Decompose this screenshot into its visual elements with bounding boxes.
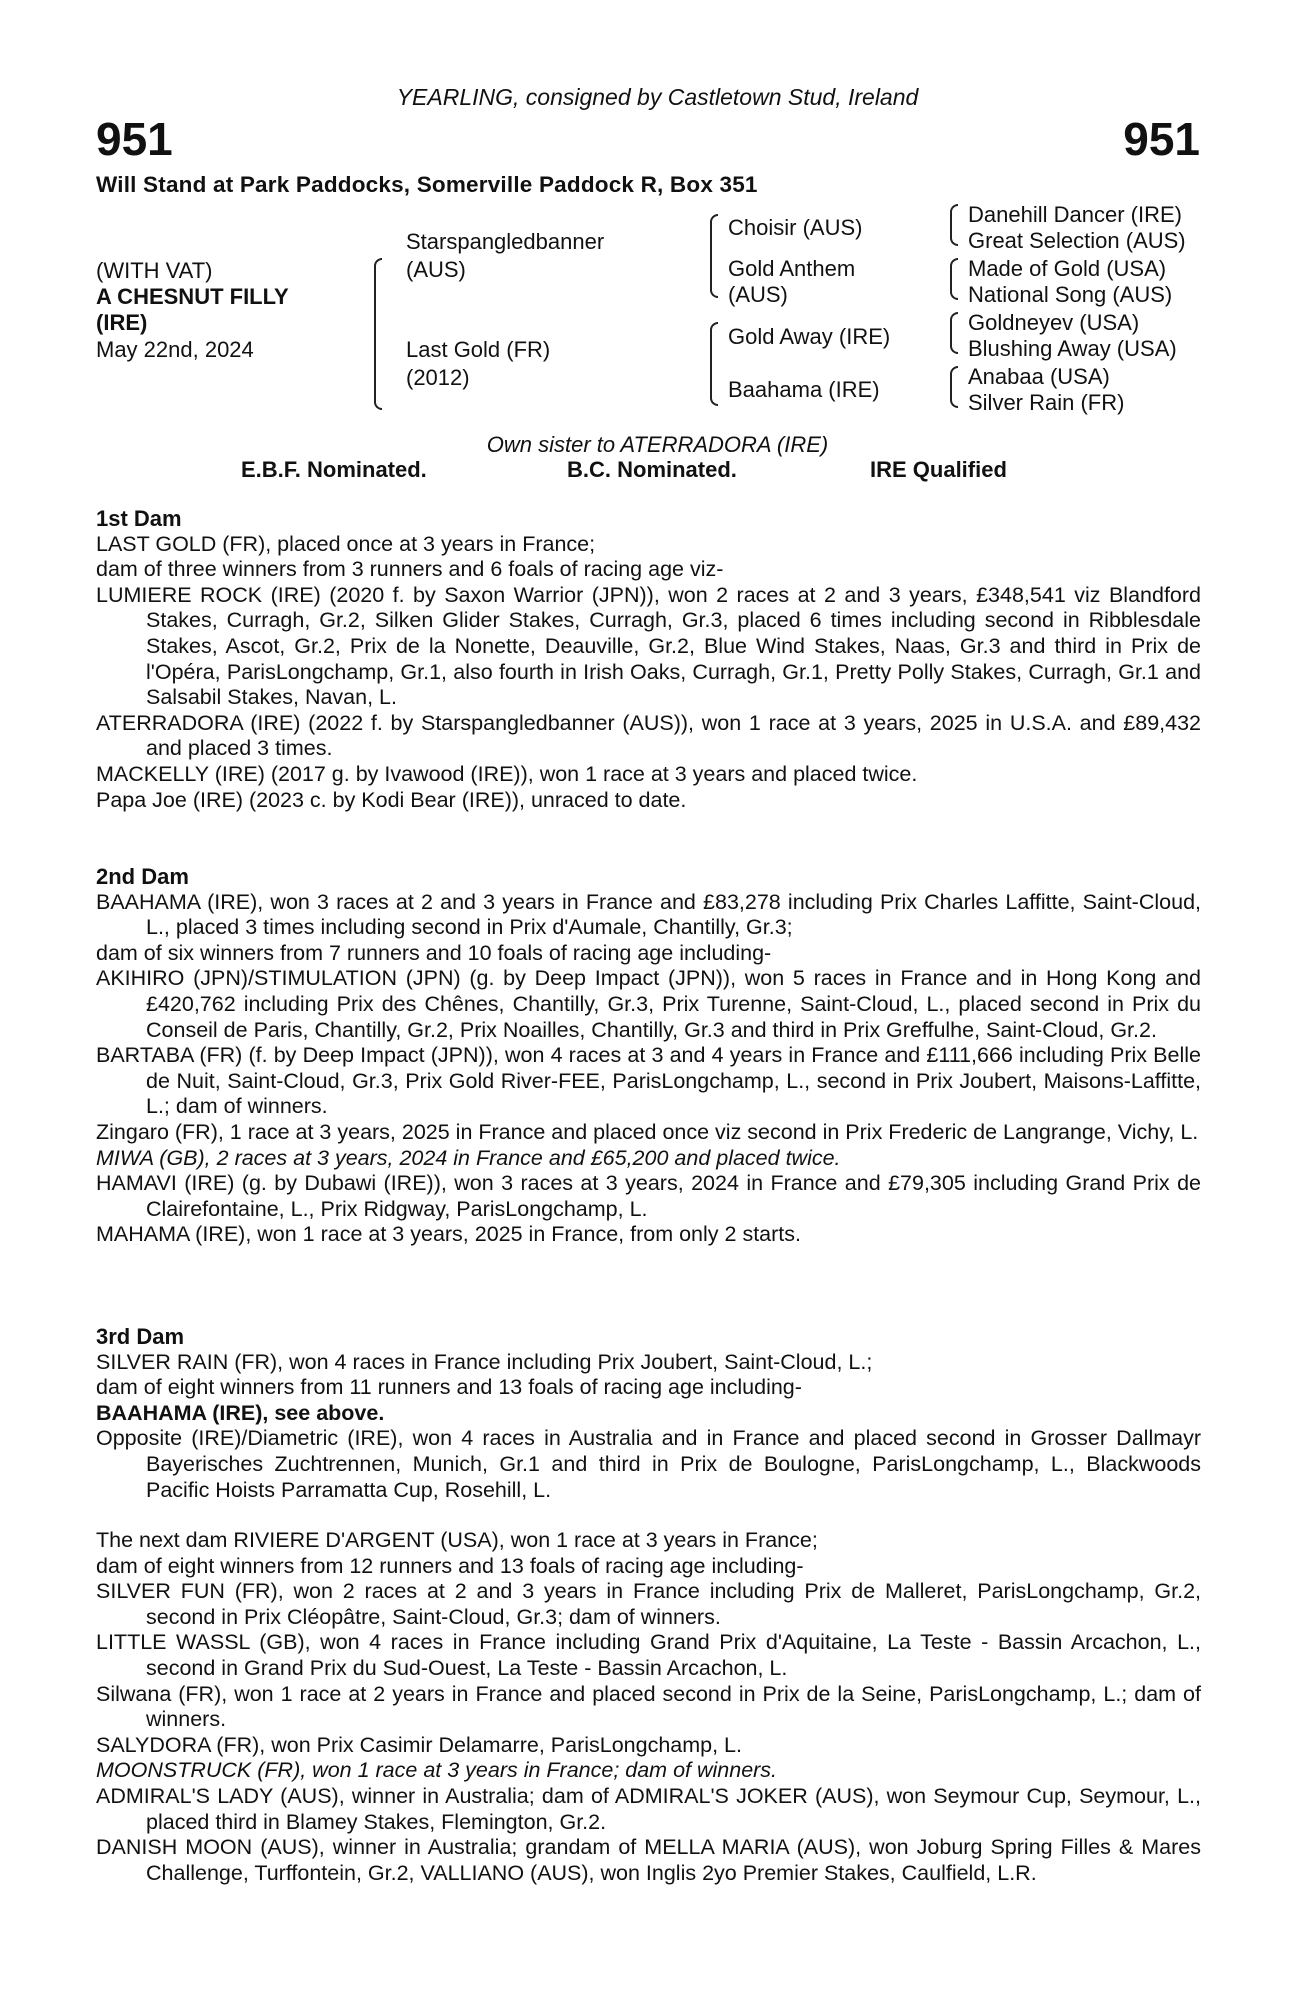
dss: Goldneyev (USA) xyxy=(968,310,1140,335)
next-dam-intro: The next dam RIVIERE D'ARGENT (USA), won 1 race at 3 years in France; xyxy=(96,1528,818,1552)
sire-dam: Gold Anthem xyxy=(728,256,856,281)
horse-name: A CHESNUT FILLY xyxy=(96,284,289,309)
second-dam-heading: 2nd Dam xyxy=(96,864,189,889)
progeny-admirals-lady: ADMIRAL'S LADY (AUS), winner in Australia; dam of ADMIRAL'S JOKER (AUS), won Seymour Cup, Seymour, L., placed third in Blamey Stakes, Flemington, Gr.2. xyxy=(96,1783,1201,1834)
next-dam-section xyxy=(96,1528,1201,1886)
pedigree-brace-sd xyxy=(950,258,958,300)
progeny-hamavi: HAMAVI (IRE) (g. by Dubawi (IRE)), won 3 races at 3 years, 2024 in France and £79,305 including Grand Prix de Clairefontaine, L., Prix Ridgway, ParisLongchamp, L. xyxy=(96,1171,1201,1221)
sister-note: Own sister to ATERRADORA (IRE) xyxy=(486,432,829,457)
progeny-zingaro: Zingaro (FR), 1 race at 3 years, 2025 in France and placed once viz second in Prix Frederic de Langrange, Vichy, L. xyxy=(96,1119,1199,1144)
pedigree-brace-dam xyxy=(710,322,718,406)
first-dam-intro: LAST GOLD (FR), placed once at 3 years in France; xyxy=(96,531,596,556)
next-dam-produce: dam of eight winners from 12 runners and 13 foals of racing age including- xyxy=(96,1553,804,1578)
progeny-baahama: BAAHAMA (IRE), see above. xyxy=(96,1400,385,1425)
sire-dam-origin: (AUS) xyxy=(728,282,788,307)
sss: Danehill Dancer (IRE) xyxy=(968,202,1182,227)
progeny-mahama: MAHAMA (IRE), won 1 race at 3 years, 2025 in France, from only 2 starts. xyxy=(96,1222,801,1247)
pedigree-brace-sire xyxy=(710,214,718,298)
dam-dam: Baahama (IRE) xyxy=(728,377,880,402)
first-dam-heading: 1st Dam xyxy=(96,506,182,531)
lot-number-left: 951 xyxy=(96,113,173,165)
sire-sire: Choisir (AUS) xyxy=(728,215,863,240)
progeny-akihiro: AKIHIRO (JPN)/STIMULATION (JPN) (g. by Deep Impact (JPN)), won 5 races in France and in Hong Kong and £420,762 including Prix des Chênes, Chantilly, Gr.3, Prix Turenne, Saint-Cloud, L., placed second in Prix du Conseil de Paris, Chantilly, Gr.2, Prix Noailles, Chantilly, Gr.3 and third in Prix Greffulhe, Saint-Cloud, Gr.2. xyxy=(96,966,1201,1042)
progeny-salydora: SALYDORA (FR), won Prix Casimir Delamarre, ParisLongchamp, L. xyxy=(96,1732,742,1757)
first-dam-section xyxy=(96,506,1201,813)
first-dam-produce: dam of three winners from 3 runners and 6 foals of racing age viz- xyxy=(96,557,724,582)
sale-subtitle: YEARLING, consigned by Castletown Stud, Ireland xyxy=(396,84,919,110)
progeny-moonstruck: MOONSTRUCK (FR), won 1 race at 3 years in France; dam of winners. xyxy=(96,1758,778,1783)
ssd: Great Selection (AUS) xyxy=(968,228,1186,253)
date-of-birth: May 22nd, 2024 xyxy=(96,337,254,362)
pedigree-brace-main xyxy=(374,258,382,410)
second-dam-section xyxy=(96,864,1201,1248)
progeny-bartaba: BARTABA (FR) (f. by Deep Impact (JPN)), won 4 races at 3 and 4 years in France and £111,666 including Prix Belle de Nuit, Saint-Cloud, Gr.3, Prix Gold River-FEE, ParisLongchamp, L., second in Prix Joubert, Maisons-Laffitte, L.; dam of winners. xyxy=(96,1043,1201,1119)
sire-origin: (AUS) xyxy=(406,257,466,282)
progeny-miwa: MIWA (GB), 2 races at 3 years, 2024 in France and £65,200 and placed twice. xyxy=(96,1145,841,1170)
dam-sire: Gold Away (IRE) xyxy=(728,324,891,349)
sds: Made of Gold (USA) xyxy=(968,256,1167,281)
progeny-silver-fun: SILVER FUN (FR), won 2 races at 2 and 3 years in France including Prix de Malleret, ParisLongchamp, Gr.2, second in Prix Cléopâtre, Saint-Cloud, Gr.3; dam of winners. xyxy=(96,1579,1201,1629)
progeny-danish-moon: DANISH MOON (AUS), winner in Australia; grandam of MELLA MARIA (AUS), won Joburg Spring Filles & Mares Challenge, Turffontein, Gr.2, VALLIANO (AUS), won Inglis 2yo Premier Stakes, Caulfield, L.R. xyxy=(96,1835,1201,1885)
progeny-lumiere-rock: LUMIERE ROCK (IRE) (2020 f. by Saxon Warrior (JPN)), won 2 races at 2 and 3 years, £348,541 viz Blandford Stakes, Curragh, Gr.2, Silken Glider Stakes, Curragh, Gr.3, placed 6 times including second in Ribblesdale Stakes, Ascot, Gr.2, Prix de la Nonette, Deauville, Gr.2, Blue Wind Stakes, Naas, Gr.3 and third in Prix de l'Opéra, ParisLongchamp, Gr.1, also fourth in Irish Oaks, Curragh, Gr.1, Pretty Polly Stakes, Curragh, Gr.1 and Salsabil Stakes, Navan, L. xyxy=(96,582,1201,710)
third-dam-intro: SILVER RAIN (FR), won 4 races in France including Prix Joubert, Saint-Cloud, L.; xyxy=(96,1349,873,1374)
second-dam-intro: BAAHAMA (IRE), won 3 races at 2 and 3 years in France and £83,278 including Prix Charles Laffitte, Saint-Cloud, L., placed 3 times including second in Prix d'Aumale, Chantilly, Gr.3; xyxy=(96,889,1201,940)
second-dam-produce: dam of six winners from 7 runners and 10 foals of racing age including- xyxy=(96,940,772,965)
third-dam-produce: dam of eight winners from 11 runners and 13 foals of racing age including- xyxy=(96,1375,802,1400)
pedigree-brace-ds xyxy=(950,312,958,354)
ebf-nominated: E.B.F. Nominated. xyxy=(241,457,427,482)
sdd: National Song (AUS) xyxy=(968,282,1173,307)
stand-location: Will Stand at Park Paddocks, Somerville Paddock R, Box 351 xyxy=(96,172,758,197)
progeny-papa-joe: Papa Joe (IRE) (2023 c. by Kodi Bear (IRE)), unraced to date. xyxy=(96,787,687,812)
sire-name: Starspangledbanner xyxy=(406,229,605,254)
vat-note: (WITH VAT) xyxy=(96,258,213,283)
third-dam-section xyxy=(96,1324,1201,1503)
lot-number-right: 951 xyxy=(1123,113,1200,165)
dsd: Blushing Away (USA) xyxy=(968,336,1177,361)
dam-year: (2012) xyxy=(406,365,470,390)
pedigree-brace-dd xyxy=(950,366,958,408)
ddd: Silver Rain (FR) xyxy=(968,390,1125,415)
dds: Anabaa (USA) xyxy=(968,364,1110,389)
third-dam-heading: 3rd Dam xyxy=(96,1324,185,1349)
bc-nominated: B.C. Nominated. xyxy=(567,457,737,482)
progeny-little-wassl: LITTLE WASSL (GB), won 4 races in France including Grand Prix d'Aquitaine, La Teste - Bassin Arcachon, L., second in Grand Prix du Sud-Ouest, La Teste - Bassin Arcachon, L. xyxy=(96,1630,1201,1680)
pedigree-brace-ss xyxy=(950,204,958,246)
horse-origin: (IRE) xyxy=(96,310,148,335)
dam-name: Last Gold (FR) xyxy=(406,337,551,362)
progeny-aterradora: ATERRADORA (IRE) (2022 f. by Starspangledbanner (AUS)), won 1 race at 3 years, 2025 in U.S.A. and £89,432 and placed 3 times. xyxy=(96,710,1201,761)
progeny-mackelly: MACKELLY (IRE) (2017 g. by Ivawood (IRE)), won 1 race at 3 years and placed twice. xyxy=(96,761,918,786)
progeny-opposite: Opposite (IRE)/Diametric (IRE), won 4 races in Australia and in France and placed second in Grosser Dallmayr Bayerisches Zuchtrennen, Munich, Gr.1 and third in Prix de Boulogne, ParisLongchamp, L., Blackwoods Pacific Hoists Parramatta Cup, Rosehill, L. xyxy=(96,1426,1201,1502)
ire-qualified: IRE Qualified xyxy=(870,457,1007,482)
progeny-silwana: Silwana (FR), won 1 race at 2 years in France and placed second in Prix de la Seine, ParisLongchamp, L.; dam of winners. xyxy=(96,1681,1201,1732)
